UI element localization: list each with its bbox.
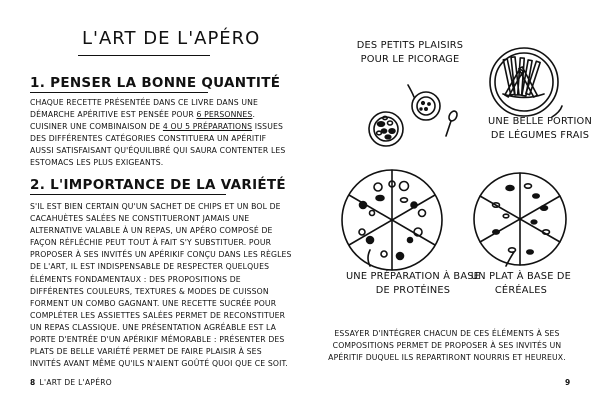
section-heading-quantity: 1. PENSER LA BONNE QUANTITÉ — [30, 75, 281, 91]
spoon-icon — [446, 110, 459, 136]
underlined-preparations: 4 OU 5 PRÉPARATIONS — [162, 122, 253, 132]
underlined-servings: 6 PERSONNES — [196, 110, 253, 120]
section-text-variety: S'IL EST BIEN CERTAIN QU'UN SACHET DE CHIPS ET UN BOL DE CACAHUÈTES SALÉES NE CONSTITUERONT JAMAIS UNE ALTERNATIVE VALABLE À UN REPAS, UN APÉRO COMPOSÉ DE FAÇON RÉFLÉCHIE PEUT TOUT À FAIT S'Y SUBSTITUER. POUR PROPOSER À SES INVITÉS UN APÉRIKIF CONÇU DANS LES RÈGLES DE L'ART, IL EST INDISPENSABLE DE RESPECTER QUELQUES ÉLÉMENTS FONDAMENTAUX : DES PROPOSITIONS DE DIFFÉRENTES COULEURS, TEXTURES & MODES DE CUISSON FORMENT UN COMBO GAGNANT. UNE RECETTE SUCRÉE POUR COMPLÉTER LES ASSIETTES SALÉES PERMET DE RECONSTITUER UN REPAS CLASSIQUE. UNE PRÉSENTATION AGRÉABLE EST LA PORTE D'ENTRÉE D'UN APÉRIKIF MÉMORABLE : PRÉSENTER DES PLATS DE BELLE VARIÉTÉ PERMET DE FAIRE PLAISIR À SES INVITÉS AVANT MÊME QU'ILS N'AIENT GOÛTÉ QUOI QUE CE SOIT. — [30, 202, 292, 369]
grain-platter-icon — [474, 173, 566, 265]
section-text-quantity — [30, 97, 292, 170]
leader-line-proteines — [368, 250, 370, 266]
text-part: . CUISINER UNE COMBINAISON DE — [30, 110, 256, 132]
caption-legumes: UNE BELLE PORTION DE LÉGUMES FRAIS — [488, 116, 592, 141]
page-number-left: 8 — [30, 378, 36, 387]
title-underline — [78, 55, 210, 56]
text-part: ISSUES DES DIFFÉRENTES CATÉGORIES CONSTITUERA UN APÉRITIF AUSSI SATISFAISANT QU'ÉQUILIBRÉ QUI SAURA CONTENTER LES ESTOMACS LES PLUS EXIGEANTS. — [30, 122, 286, 168]
page-title: L'ART DE L'APÉRO — [82, 28, 261, 49]
veggie-sticks-plate-icon — [490, 48, 558, 116]
dip-bowl-icon — [412, 92, 440, 120]
caption-cereales: UN PLAT À BASE DE CÉRÉALES — [470, 271, 572, 296]
closing-text: ESSAYER D'INTÉGRER CHACUN DE CES ÉLÉMENTS À SES COMPOSITIONS PERMET DE PROPOSER À SES INVITÉS UN APÉRITIF DUQUEL ILS REPARTIRONT NOURRIS ET HEUREUX. — [328, 329, 566, 362]
caption-picorage: DES PETITS PLAISIRS POUR LE PICORAGE — [356, 40, 464, 65]
text-part: CHAQUE RECETTE PRÉSENTÉE DANS CE LIVRE DANS UNE DÉMARCHE APÉRITIVE EST PENSÉE POUR — [30, 98, 259, 120]
nuts-bowl-icon — [369, 112, 403, 146]
section-heading-variety: 2. L'IMPORTANCE DE LA VARIÉTÉ — [30, 177, 286, 193]
folio-left — [30, 378, 112, 387]
section-underline-variety — [30, 194, 226, 195]
page-number-right: 9 — [565, 378, 571, 387]
leader-line-picorage — [408, 85, 414, 97]
protein-platter-icon — [342, 170, 442, 270]
right-page — [300, 0, 600, 404]
caption-proteines: UNE PRÉPARATION À BASE DE PROTÉINES — [345, 271, 481, 296]
running-title: L'ART DE L'APÉRO — [39, 378, 112, 387]
section-underline-quantity — [30, 92, 208, 93]
